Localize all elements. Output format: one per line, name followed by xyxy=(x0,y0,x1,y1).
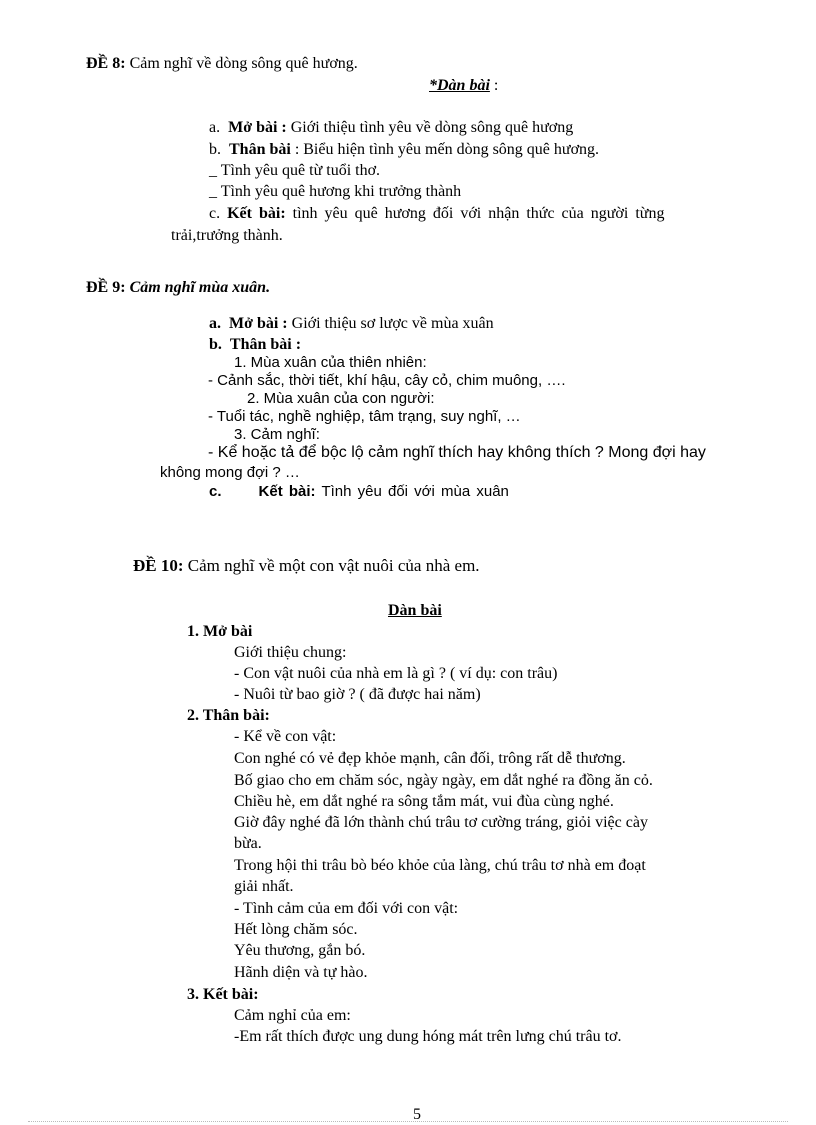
de8-item-b xyxy=(209,140,599,160)
de8-a-bold: Mở bài : xyxy=(228,119,287,136)
de10-section2-title xyxy=(187,706,270,726)
de10-s2-line6: bừa. xyxy=(234,835,262,852)
de10-s2-line10: Hết lòng chăm sóc. xyxy=(234,921,358,938)
de9-item-b xyxy=(209,335,301,355)
de9-line4: - Tuổi tác, nghề nghiệp, tâm trạng, suy nghĩ, … xyxy=(208,408,521,425)
de10-s2-line9: - Tình cảm của em đối với con vật: xyxy=(234,900,459,917)
de9-line7: không mong đợi ? … xyxy=(160,464,300,481)
de10-s2-line7: Trong hội thi trâu bò béo khỏe của làng, chú trâu tơ nhà em đoạt xyxy=(234,857,646,874)
de8-c-text: tình yêu quê hương đối với nhận thức của người từng xyxy=(292,205,665,222)
de9-c-prefix: c. xyxy=(209,483,222,500)
de9-c-text: Tình yêu đối với mùa xuân xyxy=(321,483,509,500)
de9-label: ĐỀ 9: xyxy=(86,279,126,296)
de10-s2-line3: Bố giao cho em chăm sóc, ngày ngày, em dắt nghé ra đồng ăn cỏ. xyxy=(234,772,653,789)
de8-b-text: : Biểu hiện tình yêu mến dòng sông quê hương. xyxy=(294,141,600,158)
de8-b-bold: Thân bài xyxy=(229,141,291,158)
de8-item-c-cont: trải,trưởng thành. xyxy=(171,227,283,244)
de10-s1-line1: Giới thiệu chung: xyxy=(234,644,347,661)
de9-heading xyxy=(86,278,270,298)
page-number: 5 xyxy=(413,1106,421,1123)
de8-title: Cảm nghĩ về dòng sông quê hương. xyxy=(129,55,358,72)
de8-item-c xyxy=(209,204,664,224)
de10-s2-line8: giải nhất. xyxy=(234,878,294,895)
de9-b-bold: Thân bài : xyxy=(229,336,302,353)
de10-heading xyxy=(133,556,480,576)
de9-line6: - Kể hoặc tả để bộc lộ cảm nghĩ thích hay không thích ? Mong đợi hay xyxy=(208,444,706,461)
de9-line3: 2. Mùa xuân của con người: xyxy=(247,390,435,407)
de10-title: Cảm nghĩ về một con vật nuôi của nhà em. xyxy=(187,556,480,575)
de8-a-text: Giới thiệu tình yêu về dòng sông quê hương xyxy=(290,119,574,136)
de10-s3-line1: Cảm nghỉ của em: xyxy=(234,1007,351,1024)
de10-s2-line1: - Kể về con vật: xyxy=(234,728,337,745)
de10-s2-line4: Chiều hè, em dắt nghé ra sông tắm mát, vui đùa cùng nghé. xyxy=(234,793,614,810)
de10-section3-title xyxy=(187,985,259,1005)
de10-s3-line2: -Em rất thích được ung dung hóng mát trên lưng chú trâu tơ. xyxy=(234,1028,622,1045)
de10-section1-title xyxy=(187,622,252,642)
de10-s2-line12: Hãnh diện và tự hào. xyxy=(234,964,368,981)
de9-item-c xyxy=(209,482,509,502)
de8-c-prefix: c. xyxy=(209,205,221,222)
de10-s2-line2: Con nghé có vẻ đẹp khỏe mạnh, cân đối, trông rất dễ thương. xyxy=(234,750,626,767)
de8-item-a xyxy=(209,118,573,138)
de10-s2-line11: Yêu thương, gắn bó. xyxy=(234,942,366,959)
de9-a-prefix: a. xyxy=(209,315,221,332)
de8-label: ĐỀ 8: xyxy=(86,55,126,72)
de9-line5: 3. Cảm nghĩ: xyxy=(234,426,320,443)
de8-line1: _ Tình yêu quê từ tuổi thơ. xyxy=(209,162,381,179)
de10-s1-line3: - Nuôi từ bao giờ ? ( đã được hai năm) xyxy=(234,686,481,703)
de10-label: ĐỀ 10: xyxy=(133,556,184,575)
footer-divider xyxy=(28,1121,788,1122)
de9-a-bold: Mở bài : xyxy=(229,315,288,332)
de8-a-prefix: a. xyxy=(209,119,221,136)
de9-item-a xyxy=(209,314,494,334)
de9-a-text: Giới thiệu sơ lược về mùa xuân xyxy=(291,315,494,332)
de8-outline-colon: : xyxy=(493,77,499,94)
de8-line2: _ Tình yêu quê hương khi trưởng thành xyxy=(209,183,462,200)
de10-outline-title: Dàn bài xyxy=(388,602,442,619)
de8-b-prefix: b. xyxy=(209,141,221,158)
de8-outline-title: *Dàn bài xyxy=(429,77,490,94)
de10-s2-line5: Giờ đây nghé đã lớn thành chú trâu tơ cường tráng, giỏi việc cày xyxy=(234,814,648,831)
de9-line1: 1. Mùa xuân của thiên nhiên: xyxy=(234,354,427,371)
de10-outline-heading xyxy=(388,601,442,621)
de8-outline-heading xyxy=(429,76,498,96)
de10-s1-label: 1. Mở bài xyxy=(187,623,253,640)
de9-c-bold: Kết bài: xyxy=(258,483,316,500)
de8-heading xyxy=(86,54,358,74)
de10-s3-label: 3. Kết bài: xyxy=(187,986,259,1003)
de10-s1-line2: - Con vật nuôi của nhà em là gì ? ( ví dụ: con trâu) xyxy=(234,665,558,682)
de9-line2: - Cảnh sắc, thời tiết, khí hậu, cây cỏ, chim muông, …. xyxy=(208,372,566,389)
de8-c-bold: Kết bài: xyxy=(227,205,286,222)
de9-b-prefix: b. xyxy=(209,336,222,353)
de10-s2-label: 2. Thân bài: xyxy=(187,707,270,724)
de9-title: Cảm nghĩ mùa xuân. xyxy=(129,279,271,296)
